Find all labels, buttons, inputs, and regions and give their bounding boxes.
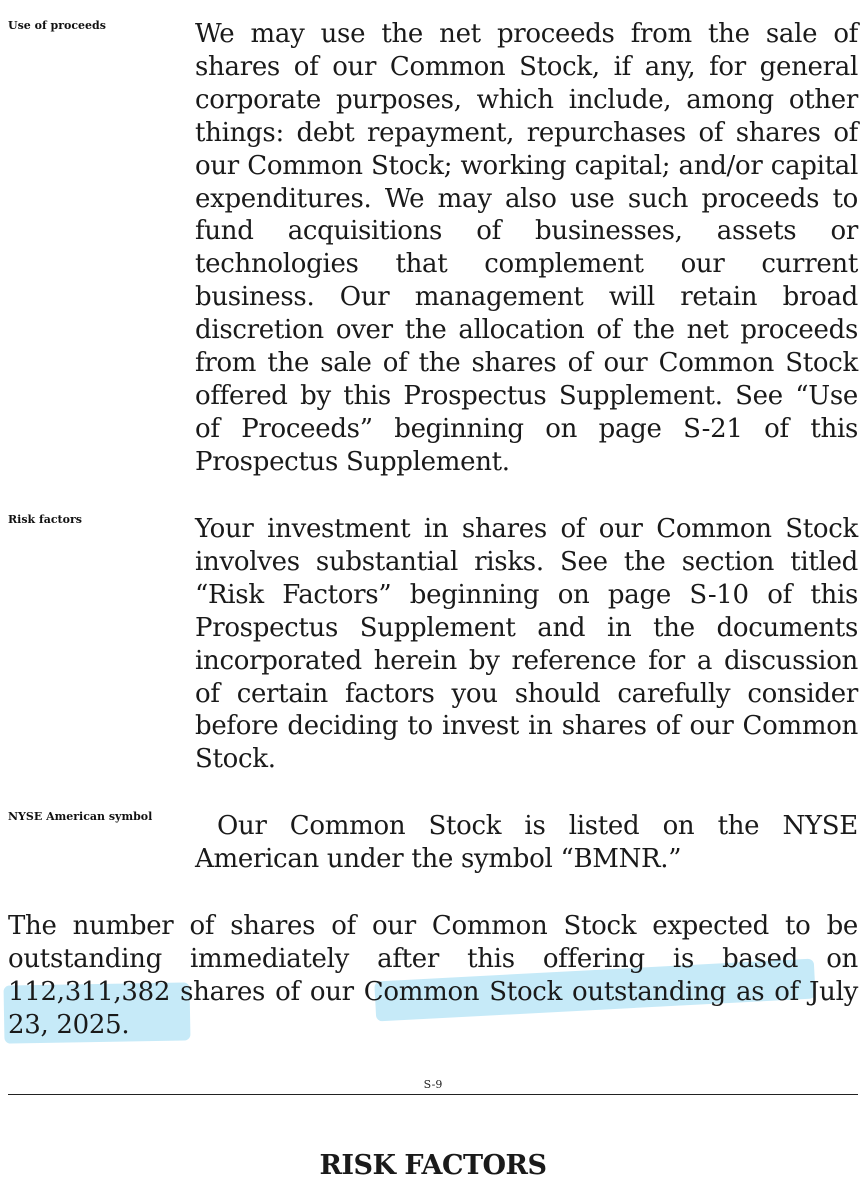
outstanding-shares-note: The number of shares of our Common Stock expected to be outstanding immediately after this offering is based on 112,311,382 shares of our Common Stock outstanding as of July 23, 2025. — [8, 911, 858, 1040]
section-label-risk-factors: Risk factors — [8, 513, 82, 526]
section-label-use-of-proceeds: Use of proceeds — [8, 19, 106, 32]
section-label-nyse-symbol: NYSE American symbol — [8, 810, 153, 823]
risk-factors-heading: RISK FACTORS — [319, 1150, 547, 1181]
page-divider — [8, 1094, 858, 1095]
section-text-nyse-symbol: Our Common Stock is listed on the NYSE American under the symbol “BMNR.” — [195, 811, 858, 874]
section-text-risk-factors: Your investment in shares of our Common Stock involves substantial risks. See the section titled “Risk Factors” beginning on page S-10 of this Prospectus Supplement and in the documents incorporated herein by reference for a discussion of certain factors you should carefully consider before deciding to invest in shares of our Common Stock. — [195, 514, 858, 775]
section-text-use-of-proceeds: We may use the net proceeds from the sale of shares of our Common Stock, if any, for general corporate purposes, which include, among other things: debt repayment, repurchases of shares of our Common Stock; working capital; and/or capital expenditures. We may also use such proceeds to fund acquisitions of businesses, assets or technologies that complement our current business. Our management will retain broad discretion over the allocation of the net proceeds from the sale of the shares of our Common Stock offered by this Prospectus Supplement. See “Use of Proceeds” beginning on page S-21 of this Prospectus Supplement. — [195, 19, 858, 477]
page-number: S-9 — [423, 1078, 443, 1091]
